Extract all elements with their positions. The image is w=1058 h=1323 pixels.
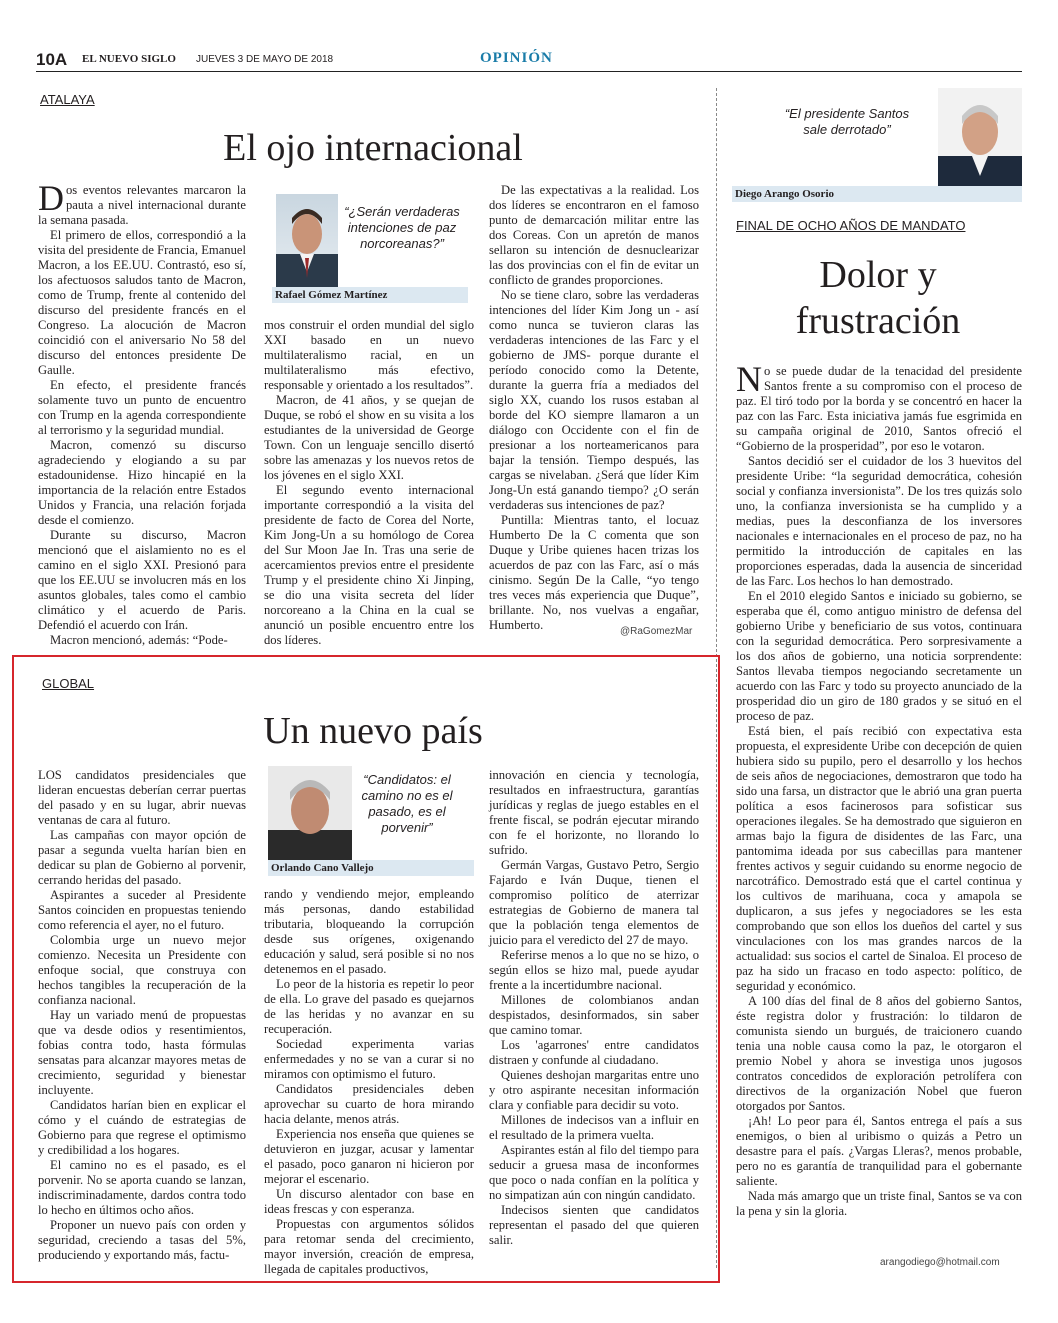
headline-atalaya: El ojo internacional: [223, 127, 523, 169]
kicker-atalaya: ATALAYA: [40, 92, 95, 107]
author-photo: [276, 194, 338, 290]
paragraph: innovación en ciencia y tecnología, resultados en infraestructura, garantías jurídicas y reglas de juego estables en el frente fiscal, se podrán ejecutar mirando con fe el horizonte, no llorando lo sufrido.: [489, 768, 699, 857]
paragraph: Puntilla: Mientras tanto, el locuaz Humberto De la C comenta que son Duque y Uribe quienes hacen trizas los acuerdos de paz con las Farc, así o más cinismo. Según De la Calle, “yo tengo tres veces más experiencia que Duque”, brillante. No, nos vuelvas a engañar, Humberto.: [489, 513, 699, 632]
author-handle: @RaGomezMar: [620, 626, 693, 637]
paragraph: Candidatos harían bien en explicar el cómo y el cuándo de estrategias de Gobierno para que regrese el optimismo y credibilidad a los hogares.: [38, 1098, 246, 1157]
issue-date: JUEVES 3 DE MAYO DE 2018: [196, 54, 334, 65]
paragraph: Indecisos sienten que candidatos representan el pasado del que quieren salir.: [489, 1203, 699, 1247]
kicker-global: GLOBAL: [42, 676, 95, 691]
paragraph: A 100 días del final de 8 años del gobierno Santos, éste registra dolor y frustración: lo tildaron de comunista siendo un burgués, de traicionero cuando tenia una noble causa como la paz, le otorgaron el premio Nobel y ahora se investiga unos jugosos contratos concedidos de exploración petrolífera con directivos de la organización Nobel que fueron otorgados por Santos.: [736, 994, 1022, 1113]
paragraph: Nada más amargo que un triste final, Santos se va con la pena y sin la gloria.: [736, 1189, 1022, 1218]
paragraph: No se puede dudar de la tenacidad del presidente Santos frente a su compromiso con el proceso de paz. El tiró todo por la borda y se concentró en hacer la paz con las Farc. Esta iniciativa jamás fue esgrimida en su campaña original de 2010, Santos ofreció el “Gobierno de la prosperidad”, por eso le votaron.: [736, 359, 1022, 453]
paragraph: Macron, comenzó su discurso agradeciendo y elogiando a su par estadounidense. Hizo hincapié en la importancia de la relación entre Estados Unidos y Francia, una relación forjada desde el comienzo.: [38, 438, 246, 527]
paragraph: Está bien, el país recibió con expectativa esta propuesta, el expresidente Uribe con decepción de quien hubiera sido su pupilo, pero el desarrollo y los hechos de seis años de negociaciones, demostraron que todo ha sido una farsa, un distractor que le abrió una gran puerta política a esos facinerosos para sofisticar sus operaciones ilegales. Se ha demostrado que siguieron en armas bajo la figura de disidentes de las Farc, una pantomima ideada por sus cabecillas para mantener frentes activos y seguir cuidando su enorme negocio de narcotráfico. Demostrado está que el cartel continua y los cultivos de marihuana, coca y amapola se duplicaron, a sus jefes y negociadores se les esta comprobando que son ellos los dueños del cartel y sus vinculaciones con los mas grandes narcos de la actualidad: sus socios el cartel de Sinaloa. El proceso de paz ha sido un fracaso en todo aspecto: político, de seguridad y económico.: [736, 724, 1022, 993]
author-photo: [938, 88, 1022, 186]
kicker-right: FINAL DE OCHO AÑOS DE MANDATO: [736, 218, 966, 233]
paragraph: Candidatos presidenciales deben aprovechar su cuarto de hora mirando hacia delante, menos atrás.: [264, 1082, 474, 1126]
section-title: OPINIÓN: [480, 50, 553, 66]
byline-global: Orlando Cano Vallejo: [268, 860, 474, 876]
paragraph: Aspirantes están al filo del tiempo para seducir a gruesa masa de inconformes que poco o nada confían en la política y no simpatizan aún con ningún candidato.: [489, 1143, 699, 1202]
global-column-3: [489, 768, 699, 1270]
paragraph: Las campañas con mayor opción de pasar a segunda vuelta harían bien en dedicar su plan de Gobierno al porvenir, cerrando heridas del pasado.: [38, 828, 246, 887]
paragraph: Hay un variado menú de propuestas que va desde odios y resentimientos, fobias contra todo, hasta fórmulas sensatas para alcanzar mayores metas de crecimiento, seguridad y bienestar incluyente.: [38, 1008, 246, 1097]
headline-right: Dolor y frustración: [795, 254, 961, 342]
portrait-image: [276, 194, 338, 290]
paragraph: Germán Vargas, Gustavo Petro, Sergio Fajardo e Iván Duque, tienen el compromiso político de aterrizar estrategias de Gobierno de manera tal que la población tenga elementos de juicio para el veredicto del 27 de mayo.: [489, 858, 699, 947]
paragraph: Sociedad experimenta varias enfermedades y no se van a curar si no miramos con optimismo el futuro.: [264, 1037, 474, 1081]
paragraph: El camino no es el pasado, es el porvenir. No se aporta cuando se lanzan, indiscriminadamente, dardos contra todo lo hecho en últimos ocho años.: [38, 1158, 246, 1217]
paragraph: El primero de ellos, correspondió a la visita del presidente de Francia, Emanuel Macron, a los EE.UU. Contrastó, eso sí, los afectuosos saludos tanto de Macron, como de Trump, frente al contenido del discurso del presidente francés en el Congreso. La alocución de Macron coincidió con el aniversario No 58 del discurso del entonces presidente De Gaulle.: [38, 228, 246, 377]
right-column: [736, 359, 1022, 1254]
paragraph: Durante su discurso, Macron mencionó que el aislamiento no es el camino en el siglo XXI. Presionó para que los EE.UU se involucren más en los asuntos globales, tales como el cambio climático y el acuerdo de Paris. Defendió el acuerdo con Irán.: [38, 528, 246, 632]
atalaya-column-2: [264, 318, 474, 647]
paragraph: No se tiene claro, sobre las verdaderas intenciones del líder Kim Jong un - así como nunca se tuvieron claras las verdaderas intenciones de las Farc y el gobierno de JMS- porque durante el período conocido como la Detente, durante la guerra fría a mediados del siglo XX, cuando los rusos estaban al borde del KO siempre llamaron a un diálogo con Occidente con el fin de presionar a los norteamericanos para bajar la tensión. Tiempo después, las cargas se nivelaban. ¿Será que líder Kim Jong-Un está ganando tiempo? ¿O serán verdaderas sus intenciones de paz?: [489, 288, 699, 512]
paragraph: Un discurso alentador con base en ideas frescas y con esperanza.: [264, 1187, 474, 1216]
pull-quote-right: “El presidente Santos sale derrotado”: [784, 106, 910, 137]
portrait-image: [938, 88, 1022, 186]
page-header: [36, 48, 1022, 72]
paragraph: Millones de colombianos andan despistados, desinformados, sin saber que camino tomar.: [489, 993, 699, 1037]
paragraph: Santos decidió ser el cuidador de los 3 huevitos del presidente Uribe: “la seguridad democrática, cohesión social y confianza inversionista”. De los tres quizás solo uno, la confianza inversionista se ha cumplido y a medias, pues la desconfianza de los inversores nacionales e internacionales en el proceso de paz, no ha permitido la introducción de capitales en las proporciones esperadas, dada la ausencia de sinceridad de las Farc. Los hechos lo han demostrado.: [736, 454, 1022, 588]
portrait-image: [268, 766, 352, 862]
drop-cap: N: [736, 359, 762, 399]
global-column-2: [264, 887, 474, 1276]
paragraph: El segundo evento internacional importante correspondió a la visita del presidente de facto de Corea del Norte, Kim Jong-Un a su homólogo de Corea del Sur Moon Jae In. Tras una serie de acercamientos previos entre el presidente Trump y el presidente chino Xi Jinping, se dio una visita secreta del líder norcoreano a la China en la cual se anunció un posible encuentro entre los dos líderes.: [264, 483, 474, 647]
newspaper-name: EL NUEVO SIGLO: [82, 53, 176, 65]
paragraph: Quienes deshojan margaritas entre uno y otro aspirante necesitan información clara y confiable para decidir su voto.: [489, 1068, 699, 1112]
paragraph: De las expectativas a la realidad. Los dos líderes se encontraron en el famoso punto de demarcación militar entre las dos Coreas. Con un apretón de manos sellaron su intención de desnuclearizar las dos provincias con el fin de evitar un conflicto de grandes proporciones.: [489, 183, 699, 287]
paragraph: Experiencia nos enseña que quienes se detuvieron en juzgar, acusar y lamentar el pasado, poco ganaron ni hicieron por mejorar el escenario.: [264, 1127, 474, 1186]
paragraph: Lo peor de la historia es repetir lo peor de ella. Lo grave del pasado es quejarnos de las heridas y no avanzar en su recuperación.: [264, 977, 474, 1036]
global-column-1: [38, 768, 246, 1268]
paragraph: mos construir el orden mundial del siglo XXI basado en un nuevo multilateralismo racial, en un multilateralismo más efectivo, responsable y orientado a los resultados”.: [264, 318, 474, 392]
paragraph: Macron mencionó, además: “Pode-: [50, 633, 228, 647]
author-photo: [268, 766, 352, 862]
paragraph: Macron, de 41 años, y se quejan de Duque, se robó el show en su visita a los estudiantes de la universidad de George Town. Con un lenguaje sencillo disertó sobre las amenazas y los nuevos retos de los jóvenes en el siglo XXI.: [264, 393, 474, 482]
paragraph: Propuestas con argumentos sólidos para retomar senda del crecimiento, mayor inversión, creación de empresa, llegada de capitales productivos,: [264, 1217, 474, 1276]
paragraph: Los 'agarrones' entre candidatos distraen y confunde al ciudadano.: [489, 1038, 699, 1067]
paragraph: Proponer un nuevo país con orden y seguridad, creciendo a tasas del 5%, produciendo y exportando más, factu-: [38, 1218, 246, 1262]
paragraph: Dos eventos relevantes marcaron la pauta a nivel internacional durante la semana pasada.: [38, 178, 246, 227]
paragraph: Aspirantes a suceder al Presidente Santos coinciden en propuestas teniendo como referencia el ayer, no el futuro.: [38, 888, 246, 932]
paragraph: Colombia urge un nuevo mejor comienzo. Necesita un Presidente con enfoque social, que construya con hechos tangibles la recuperación de la confianza nacional.: [38, 933, 246, 1007]
paragraph: En el 2010 elegido Santos e iniciado su gobierno, se esperaba que él, como antiguo ministro de defensa del gobierno Uribe y beneficiario de sus votos, continuara con la seguridad democrática. Pero sorpresivamente a los dos años de gobierno, una noticia sorprendente: Santos llevaba tiempos negociando secretamente un acuerdo con las Farc y todo su proyecto anunciado de la prosperidad dio un giro de 180 grados y se situó en el proceso de paz.: [736, 589, 1022, 723]
atalaya-column-1: [38, 178, 246, 647]
paragraph: Millones de indecisos van a influir en el resultado de la primera vuelta.: [489, 1113, 699, 1142]
byline-atalaya: Rafael Gómez Martínez: [272, 287, 468, 303]
paragraph: En efecto, el presidente francés solamente tuvo un punto de encuentro con Trump en la agenda correspondiente al terrorismo y la seguridad mundial.: [38, 378, 246, 437]
drop-cap: D: [38, 178, 64, 218]
paragraph: Referirse menos a lo que no se hizo, o según ellos se hizo mal, puede ayudar frente a la incertidumbre nacional.: [489, 948, 699, 992]
paragraph: ¡Ah! Lo peor para él, Santos entrega el país a sus enemigos, o bien al uribismo o quizás a Petro un desastre para el país. ¿Vargas Lleras?, menos probable, pero no es garantía de tranquilidad para el gobernante saliente.: [736, 1114, 1022, 1188]
page-number: 10A: [36, 50, 68, 69]
byline-right: Diego Arango Osorio: [732, 186, 1022, 202]
headline-global: Un nuevo país: [263, 710, 483, 752]
pull-quote-atalaya: “¿Serán verdaderas intenciones de paz norcoreanas?”: [344, 204, 460, 251]
pull-quote-global: “Candidatos: el camino no es el pasado, es el porvenir”: [361, 772, 453, 835]
paragraph: rando y vendiendo mejor, empleando más personas, dando estabilidad tributaria, bloqueando la corrupción desde sus orígenes, oxigenando educación y salud, será posible si no nos detenemos en el pasado.: [264, 887, 474, 976]
author-email: arangodiego@hotmail.com: [880, 1257, 1000, 1268]
paragraph: LOS candidatos presidenciales que lideran encuestas deberían cerrar puertas del pasado y en su lugar, abrir nuevas ventanas de cara al futuro.: [38, 768, 246, 827]
